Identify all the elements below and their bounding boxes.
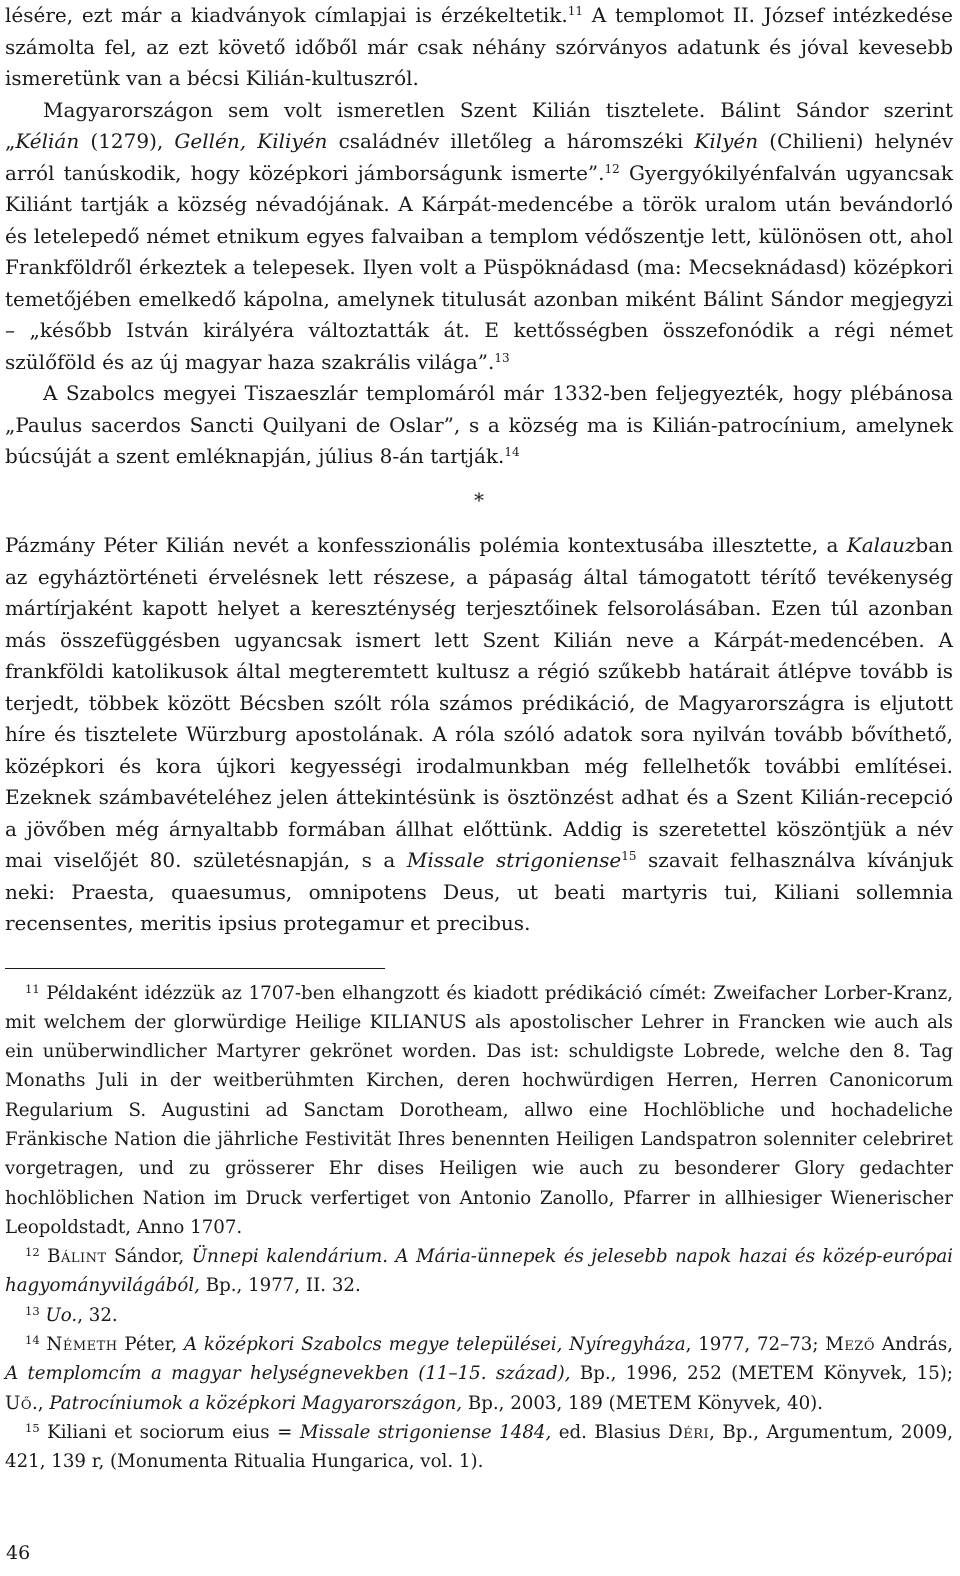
footnote-text: Példaként idézzük az 1707-ben elhangzott és kiadott prédikáció címét: Zweifacher Lorber-Kranz, mit welchem der glorwürdige Heilige KILIANUS als apostolischer Lehrer in Francken wie auch als ein unüberwindlicher Martyrer gekrönet worden. Das ist: schuldigste Lobrede, welche den 8. Tag Monaths Juli in der weitberühmten Kirchen, deren hochwürdigen Herren, Herren Canonicorum Regularium S. Augustini ad Sanctam Dorotheam, allwo eine Hochlöbliche und hochadeliche Fränkische Nation die jährliche Festivität Ihres benennten Heiligen Landspatron solenniter celebriret vorgetragen, und zu grösserer Ehr dises Heiligen wie auch zu besonderer Glory gedachter hochlöblichen Nation im Druck verfertiget von Antonio Zanollo, Pfarrer in allhiesiger Wienerischer Leopoldstadt, Anno 1707. — [5, 982, 953, 1238]
footnote-divider — [5, 968, 385, 969]
footnote-text: , 32. — [77, 1304, 118, 1326]
text-run: A templomot II. József intézkedése számolta fel, az ezt követő időből már csak néhány szórványos adatunk és jóval kevesebb ismeretünk van a bécsi Kilián-kultuszról. — [5, 3, 953, 90]
footnote-number: 14 — [25, 1333, 40, 1348]
footnote-ref-11[interactable]: 11 — [567, 4, 584, 18]
footnote-text: , Bp., Argumentum, 2009, 421, 139 r, (Monumenta Ritualia Hungarica, vol. 1). — [5, 1421, 953, 1473]
footnote-number: 15 — [25, 1420, 40, 1435]
work-title: A középkori Szabolcs megye települései, Nyíregyháza — [183, 1334, 686, 1356]
footnote-text: ., — [32, 1392, 50, 1414]
footnote-text: Bp., 1977, II. 32. — [199, 1275, 361, 1297]
footnote-number: 13 — [25, 1303, 40, 1318]
text-run: szavait felhasználva kívánjuk neki: Praesta, quaesumus, omnipotens Deus, ut beati martyris tui, Kiliani sollemnia recensentes, meritis ipsius protegamur et precibus. — [5, 848, 953, 935]
italic-run: Kélián — [15, 129, 80, 153]
footnote-13 — [5, 1301, 953, 1330]
text-run: (Chilieni) helynév arról tanúskodik, hogy középkori jámborságunk ismerte”. — [5, 129, 953, 185]
main-text — [5, 0, 953, 940]
footnote-number: 12 — [25, 1245, 40, 1260]
paragraph-1 — [5, 0, 953, 95]
italic-run: Kilyén — [694, 129, 759, 153]
author-name: Bálint — [47, 1246, 107, 1268]
paragraph-2 — [5, 95, 953, 379]
work-title: A templomcím a magyar helységnevekben (11–15. század), — [5, 1363, 571, 1385]
work-title: Patrocíniumok a középkori Magyarországon, — [49, 1392, 463, 1414]
paragraph-3 — [5, 378, 953, 473]
text-run: ban az egyháztörténeti érvelésnek lett részese, a pápaság által támogatott térítő tevékenység mártírjaként kapott helyet a kereszténység terjesztőinek felsorolásában. Ezen túl azonban más összefüggésben ugyancsak ismert lett Szent Kilián neve a Kárpát-medencében. A frankföldi katolikusok által megteremtett kultusz a régió szűkebb határait átlépve tovább is terjedt, többek között Bécsben szólt róla számos prédikáció, de Magyarországra is eljutott híre és tisztelete Würzburg apostolának. A róla szóló adatok sora nyilván tovább bővíthető, középkori és kora újkori kegyességi irodalmunkban még fellelhetők további említései. Ezeknek számbavételéhez jelen áttekintésünk is ösztönzést adhat és a Szent Kilián-recepció a jövőben még árnyaltabb formában állhat előttünk. Addig is szeretettel köszöntjük a név mai viselőjét 80. születésnapján, s a — [5, 533, 953, 872]
text-run: Gyergyókilyénfalván ugyancsak Kiliánt tartják a község névadójának. A Kárpát-medencébe a török uralom után bevándorló és letelepedő német etnikum egyes falvaiban a templom védőszentje lett, különösen ott, ahol Frankföldről érkeztek a telepesek. Ilyen volt a Püspöknádasd (ma: Mecseknádasd) középkori temetőjében emelkedő kápolna, amelynek titulusát azonban miként Bálint Sándor megjegyzi – „később István királyéra változtatták át. E kettősségben összefonódik a régi német szülőföld és az új magyar haza szakrális világa”. — [5, 160, 953, 374]
footnote-text: András, — [875, 1334, 953, 1356]
footnote-ref-14[interactable]: 14 — [504, 445, 520, 459]
section-separator: * — [474, 487, 484, 512]
footnote-ref-12[interactable]: 12 — [604, 161, 620, 176]
footnotes — [5, 979, 953, 1477]
footnote-text: Sándor, — [106, 1246, 192, 1268]
page-number: 46 — [6, 1542, 31, 1564]
italic-run: Kalauz — [846, 533, 916, 557]
footnote-11 — [5, 979, 953, 1243]
text-run: (1279), — [79, 129, 175, 153]
text-run: családnév illetőleg a háromszéki — [327, 129, 695, 153]
footnote-15 — [5, 1418, 953, 1477]
footnote-text: ed. Blasius — [551, 1421, 669, 1443]
text-run: A Szabolcs megyei Tiszaeszlár templomáról már 1332-ben feljegyezték, hogy plébánosa „Paulus sacerdos Sancti Quilyani de Oslar”, s a község ma is Kilián-patrocínium, amelynek búcsúját a szent emléknapján, július 8-án tartják. — [5, 381, 953, 468]
document-page — [5, 0, 953, 1477]
footnote-number: 11 — [25, 981, 40, 996]
footnote-14 — [5, 1330, 953, 1418]
text-run: Pázmány Péter Kilián nevét a konfesszionális polémia kontextusába illesztette, a — [5, 533, 847, 557]
author-name: Uő — [5, 1392, 32, 1414]
italic-run: Gellén, Kiliyén — [174, 129, 328, 153]
footnote-text: , 1977, 72–73; — [685, 1334, 826, 1356]
footnote-12 — [5, 1242, 953, 1301]
footnote-text: Bp., 1996, 252 (METEM Könyvek, 15); — [570, 1363, 954, 1385]
paragraph-4 — [5, 530, 953, 940]
footnote-text: Bp., 2003, 189 (METEM Könyvek, 40). — [462, 1392, 824, 1414]
work-title: Uo. — [45, 1304, 78, 1326]
footnote-text: Kiliani et sociorum eius = — [39, 1421, 300, 1443]
text-run: lésére, ezt már a kiadványok címlapjai is érzékeltetik. — [5, 3, 568, 27]
text-run: Magyarországon sem volt ismeretlen Szent Kilián tisztelete. Bálint Sándor szerint „ — [5, 97, 953, 153]
work-title: Missale strigoniense 1484, — [299, 1421, 552, 1443]
footnote-ref-15[interactable]: 15 — [621, 849, 637, 863]
author-name: Németh — [46, 1334, 118, 1356]
italic-run: Missale strigoniense — [406, 848, 622, 872]
footnote-ref-13[interactable]: 13 — [494, 350, 510, 365]
author-name: Déri — [668, 1421, 710, 1443]
work-title: Ünnepi kalendárium. A Mária-ünnepek és jelesebb napok hazai és közép-európai hagyományvilágából, — [5, 1246, 953, 1297]
author-name: Mező — [825, 1334, 876, 1356]
footnote-text: Péter, — [117, 1334, 184, 1356]
